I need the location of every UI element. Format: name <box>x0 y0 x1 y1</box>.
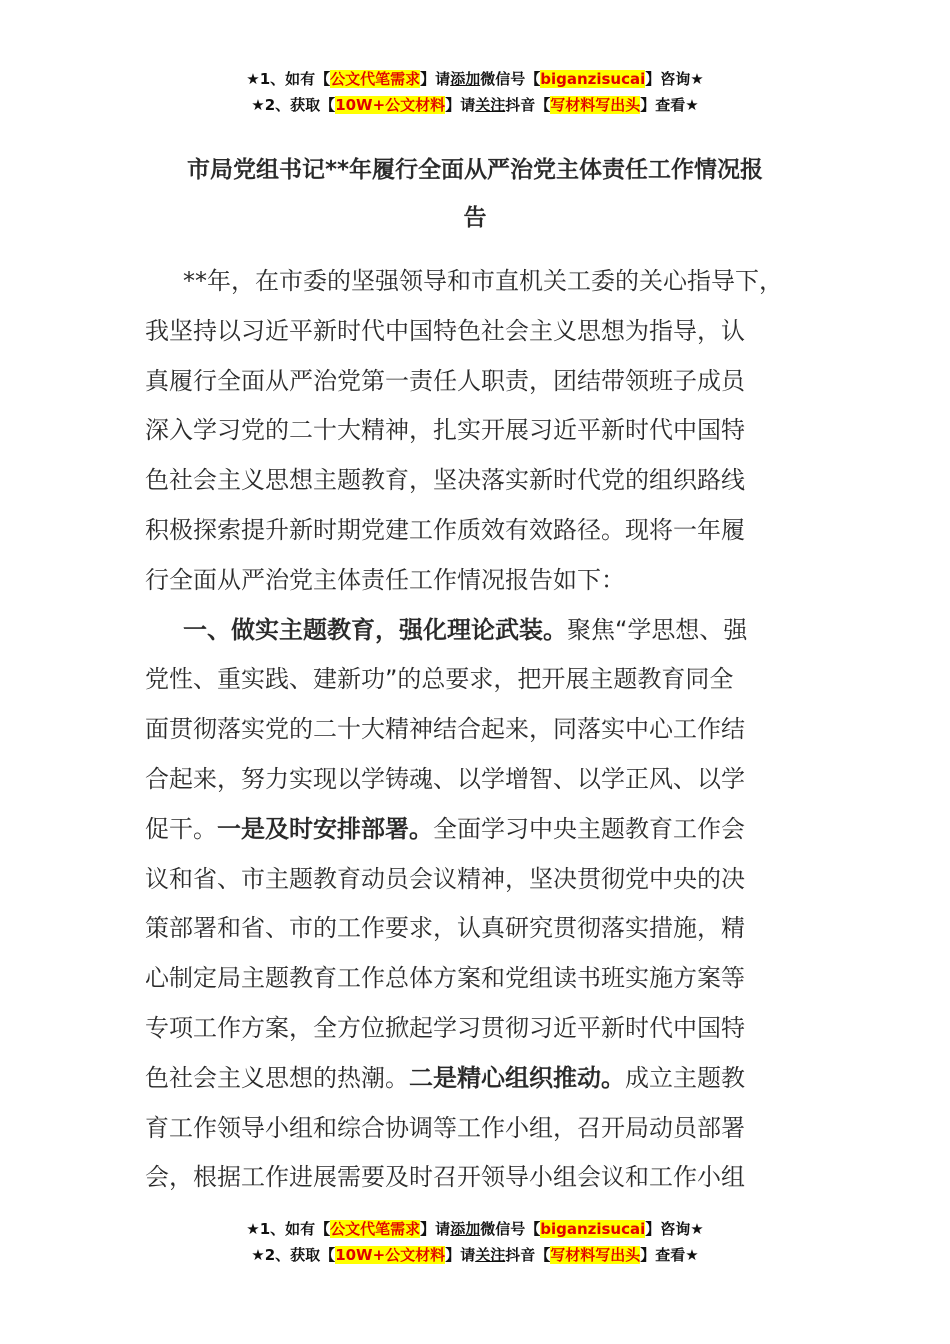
promo-underlined: 添加 <box>450 1220 481 1238</box>
promo-text: 】请 <box>420 70 451 88</box>
promo-text: 】请 <box>445 1246 476 1264</box>
promo-line-2 <box>0 1242 950 1268</box>
body-text: 我坚持以习近平新时代中国特色社会主义思想为指导，认 <box>145 316 745 345</box>
body-line <box>145 506 835 556</box>
promo-text: 】咨询★ <box>645 1220 704 1238</box>
body-text: 行全面从严治党主体责任工作情况报告如下： <box>145 565 625 594</box>
promo-text: ★1、如有【 <box>246 1220 331 1238</box>
body-text: 合起来，努力实现以学铸魂、以学增智、以学正风、以学 <box>145 764 745 793</box>
body-line <box>145 655 835 705</box>
body-line <box>145 606 835 656</box>
body-line <box>145 1004 835 1054</box>
promo-text: 】请 <box>445 96 476 114</box>
body-text: 积极探索提升新时期党建工作质效有效路径。现将一年履 <box>145 515 745 544</box>
body-line <box>145 1054 835 1104</box>
body-line <box>145 954 835 1004</box>
promo-highlight: 10W+公文材料 <box>335 1246 446 1264</box>
promo-line-1 <box>0 1216 950 1242</box>
promo-underlined: 关注 <box>475 1246 506 1264</box>
body-line <box>145 855 835 905</box>
body-text: 促干。 <box>145 814 217 843</box>
section-heading: 一、做实主题教育，强化理论武装。 <box>183 615 567 644</box>
promo-banner-top <box>0 66 950 118</box>
body-line <box>145 456 835 506</box>
body-text: 议和省、市主题教育动员会议精神，坚决贯彻党中央的决 <box>145 864 745 893</box>
promo-text: 】查看★ <box>640 1246 699 1264</box>
promo-text: 】请 <box>420 1220 451 1238</box>
promo-underlined: 关注 <box>475 96 506 114</box>
promo-underlined: 添加 <box>450 70 481 88</box>
promo-text: ★2、获取【 <box>251 1246 336 1264</box>
body-line <box>145 1104 835 1154</box>
body-text: 聚焦“学思想、强 <box>567 615 748 644</box>
body-text: 成立主题教 <box>625 1063 745 1092</box>
promo-highlight: 10W+公文材料 <box>335 96 446 114</box>
body-text: 育工作领导小组和综合协调等工作小组，召开局动员部署 <box>145 1113 745 1142</box>
promo-wechat-id: biganzisucai <box>540 70 646 88</box>
promo-highlight: 公文代笔需求 <box>330 70 421 88</box>
body-text: 心制定局主题教育工作总体方案和党组读书班实施方案等 <box>145 964 745 993</box>
title-line: 告 <box>463 205 487 231</box>
promo-text: 微信号【 <box>480 70 541 88</box>
body-line <box>145 705 835 755</box>
section-heading: 一是及时安排部署。 <box>217 814 433 843</box>
title-line: 市局党组书记**年履行全面从严治党主体责任工作情况报 <box>186 157 764 183</box>
body-line <box>145 805 835 855</box>
body-line <box>145 556 835 606</box>
promo-text: 】咨询★ <box>645 70 704 88</box>
body-line <box>145 406 835 456</box>
promo-highlight: 公文代笔需求 <box>330 1220 421 1238</box>
promo-banner-bottom <box>0 1216 950 1268</box>
promo-douyin-id: 写材料写出头 <box>550 96 641 114</box>
body-line <box>145 904 835 954</box>
section-heading: 二是精心组织推动。 <box>409 1063 625 1092</box>
body-text: 深入学习党的二十大精神，扎实开展习近平新时代中国特 <box>145 416 745 445</box>
promo-douyin-id: 写材料写出头 <box>550 1246 641 1264</box>
body-text: **年，在市委的坚强领导和市直机关工委的关心指导下， <box>183 267 783 295</box>
promo-text: 微信号【 <box>480 1220 541 1238</box>
promo-wechat-id: biganzisucai <box>540 1220 646 1238</box>
body-text: 党性、重实践、建新功”的总要求，把开展主题教育同全 <box>145 665 734 694</box>
promo-text: ★2、获取【 <box>251 96 336 114</box>
promo-text: 抖音【 <box>505 1246 551 1264</box>
body-line <box>145 307 835 357</box>
body-text: 真履行全面从严治党第一责任人职责，团结带领班子成员 <box>145 366 745 395</box>
document-body <box>145 257 835 1203</box>
body-text: 全面学习中央主题教育工作会 <box>433 814 745 843</box>
body-text: 会，根据工作进展需要及时召开领导小组会议和工作小组 <box>145 1163 745 1192</box>
promo-text: ★1、如有【 <box>246 70 331 88</box>
body-line <box>145 1153 835 1203</box>
promo-text: 抖音【 <box>505 96 551 114</box>
body-line <box>145 357 835 407</box>
body-line <box>145 257 835 307</box>
promo-line-2 <box>0 92 950 118</box>
body-text: 策部署和省、市的工作要求，认真研究贯彻落实措施，精 <box>145 914 745 943</box>
promo-line-1 <box>0 66 950 92</box>
document-title <box>145 146 805 242</box>
body-text: 色社会主义思想主题教育，坚决落实新时代党的组织路线 <box>145 466 745 495</box>
body-line <box>145 755 835 805</box>
body-text: 面贯彻落实党的二十大精神结合起来，同落实中心工作结 <box>145 715 745 744</box>
promo-text: 】查看★ <box>640 96 699 114</box>
body-text: 色社会主义思想的热潮。 <box>145 1063 409 1092</box>
body-text: 专项工作方案，全方位掀起学习贯彻习近平新时代中国特 <box>145 1013 745 1042</box>
